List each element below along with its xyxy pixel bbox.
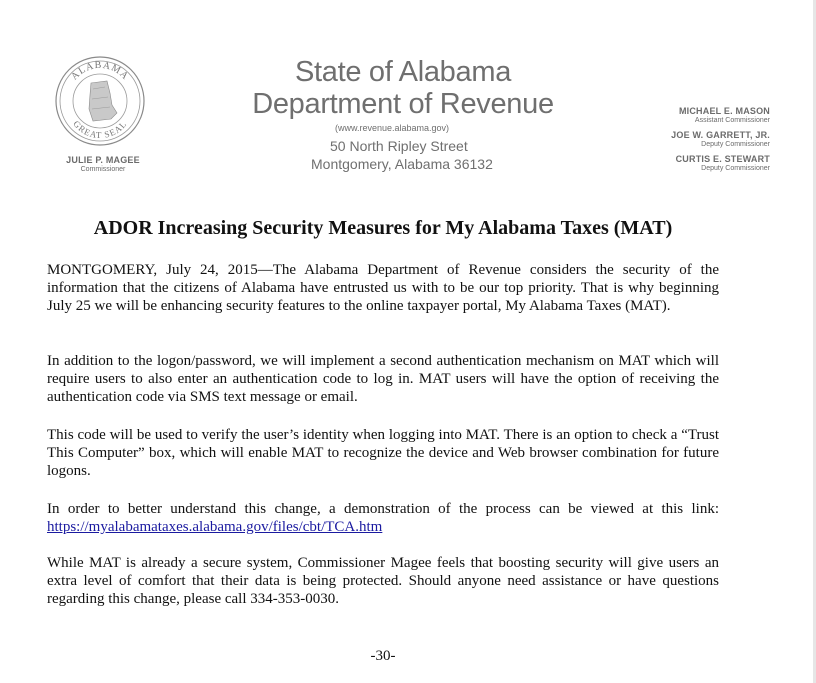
dept-line-revenue: Department of Revenue: [252, 88, 554, 120]
dept-website: (www.revenue.alabama.gov): [335, 123, 450, 133]
seal-top-text: ALABAMA: [69, 59, 131, 83]
commissioner-block: [38, 155, 168, 173]
commissioner-name: JULIE P. MAGEE: [66, 155, 140, 165]
demonstration-link[interactable]: https://myalabamataxes.alabama.gov/files/cbt/TCA.htm: [47, 518, 383, 535]
official-entry: [640, 130, 770, 148]
seal-bottom-text: GREAT SEAL: [71, 118, 129, 141]
page-number: -30-: [370, 648, 396, 664]
department-name: [228, 56, 578, 120]
letterhead: [0, 0, 816, 190]
official-name: JOE W. GARRETT, JR.: [671, 130, 770, 140]
dept-city: Montgomery, Alabama 36132: [311, 156, 493, 172]
paragraph-authentication: In addition to the logon/password, we will implement a second authentication mechanism on MAT which will require users to also enter an authentication code to log in. MAT users will have the option of receiving the authentication code via SMS text message or email.: [47, 353, 719, 405]
demonstration-text: In order to better understand this change, a demonstration of the process can be viewed at this link:: [47, 501, 719, 517]
paragraph-intro: MONTGOMERY, July 24, 2015—The Alabama Department of Revenue considers the security of the information that the citizens of Alabama have entrusted us with to be our top priority. That is why beginning July 25 we will be enhancing security features to the online taxpayer portal, My Alabama Taxes (MAT).: [47, 262, 719, 314]
official-name: MICHAEL E. MASON: [678, 106, 770, 116]
official-entry: [640, 154, 770, 172]
official-title: Deputy Commissioner: [701, 141, 770, 148]
commissioner-title: Commissioner: [80, 166, 126, 173]
paragraph-trust-computer: This code will be used to verify the user’s identity when logging into MAT. There is an option to check a “Trust This Computer” box, which will enable MAT to recognize the device and Web browser combination for future logons.: [47, 427, 719, 479]
press-release-headline: ADOR Increasing Security Measures for My Alabama Taxes (MAT): [93, 217, 673, 239]
official-title: Assistant Commissioner: [694, 117, 770, 124]
official-entry: [640, 106, 770, 124]
paragraph-demonstration: [47, 501, 719, 537]
official-name: CURTIS E. STEWART: [675, 154, 770, 164]
officials-list: [640, 106, 770, 178]
paragraph-contact: While MAT is already a secure system, Commissioner Magee feels that boosting security will give users an extra level of comfort that their data is being protected. Should anyone need assistance or have questions regarding this change, please call 334-353-0030.: [47, 555, 719, 607]
svg-text:GREAT SEAL: [71, 119, 129, 140]
dept-street: 50 North Ripley Street: [330, 138, 468, 154]
alabama-great-seal: [55, 53, 145, 149]
dept-line-state: State of Alabama: [294, 56, 512, 88]
official-title: Deputy Commissioner: [701, 165, 770, 172]
